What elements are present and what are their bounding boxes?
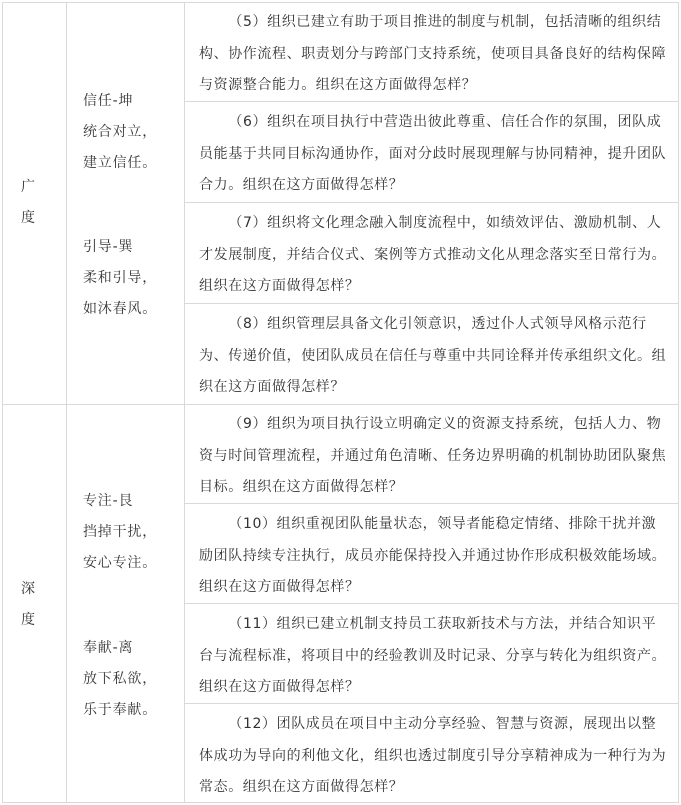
subgroup-text: 柔和引导， <box>83 270 157 286</box>
subgroup-text: 乐于奉献。 <box>83 702 157 718</box>
subgroup-text: 放下私欲， <box>83 671 157 687</box>
question-item-7: （7）组织将文化理念融入制度流程中，如绩效评估、激励机制、人才发展制度，并结合仪式、案例等方式推动文化从理念落实至日常行为。组织在这方面做得怎样？ <box>199 215 667 294</box>
question-item-11: （11）组织已建立机制支持员工获取新技术与方法，并结合知识平台与流程标准，将项目中的经验教训及时记录、分享与转化为组织资产。组织在这方面做得怎样？ <box>199 616 667 695</box>
subgroup-title: 专注-艮 <box>83 493 134 509</box>
subgroup-focus <box>67 486 183 579</box>
dimension-label-depth <box>3 574 65 636</box>
subgroup-trust <box>67 86 183 179</box>
question-item-6: （6）组织在项目执行中营造出彼此尊重、信任合作的氛围，团队成员能基于共同目标沟通协作，面对分歧时展现理解与协同精神，提升团队合力。组织在这方面做得怎样？ <box>199 114 667 193</box>
subgroup-text: 如沐春风。 <box>83 301 157 317</box>
subgroup-title: 奉献-离 <box>83 640 134 656</box>
subgroup-title: 信任-坤 <box>83 93 134 109</box>
subgroup-title: 引导-巽 <box>83 239 134 255</box>
row-divider <box>184 202 679 203</box>
question-item-12: （12）团队成员在项目中主动分享经验、智慧与资源，展现出以整体成功为导向的利他文化，组织也透过制度引导分享精神成为一种行为为常态。组织在这方面做得怎样？ <box>199 716 667 795</box>
subgroup-text: 统合对立， <box>83 124 157 140</box>
dimension-label-breadth <box>3 172 65 234</box>
subgroup-dedication <box>67 633 183 726</box>
question-item-10: （10）组织重视团队能量状态，领导者能稳定情绪、排除干扰并激励团队持续专注执行，成员亦能保持投入并通过协作形成积极效能场域。组织在这方面做得怎样？ <box>199 516 667 595</box>
question-item-9: （9）组织为项目执行设立明确定义的资源支持系统，包括人力、物资与时间管理流程，并通过角色清晰、任务边界明确的机制协助团队聚焦目标。组织在这方面做得怎样？ <box>199 416 667 495</box>
subgroup-text: 建立信任。 <box>83 155 157 171</box>
subgroup-text: 挡掉干扰， <box>83 524 157 540</box>
question-item-5: （5）组织已建立有助于项目推进的制度与机制，包括清晰的组织结构、协作流程、职责划分与跨部门支持系统，使项目具备良好的结构保障与资源整合能力。组织在这方面做得怎样？ <box>199 14 667 93</box>
dimension-label-line: 深 <box>21 581 36 597</box>
dimension-label-line: 度 <box>21 210 36 226</box>
row-divider <box>184 303 679 304</box>
question-item-8: （8）组织管理层具备文化引领意识，透过仆人式领导风格示范行为、传递价值，使团队成员在信任与尊重中共同诠释并传承组织文化。组织在这方面做得怎样？ <box>199 316 667 395</box>
subgroup-text: 安心专注。 <box>83 555 157 571</box>
subgroup-guidance <box>67 232 183 325</box>
dimension-label-line: 度 <box>21 612 36 628</box>
dimension-label-line: 广 <box>21 179 36 195</box>
